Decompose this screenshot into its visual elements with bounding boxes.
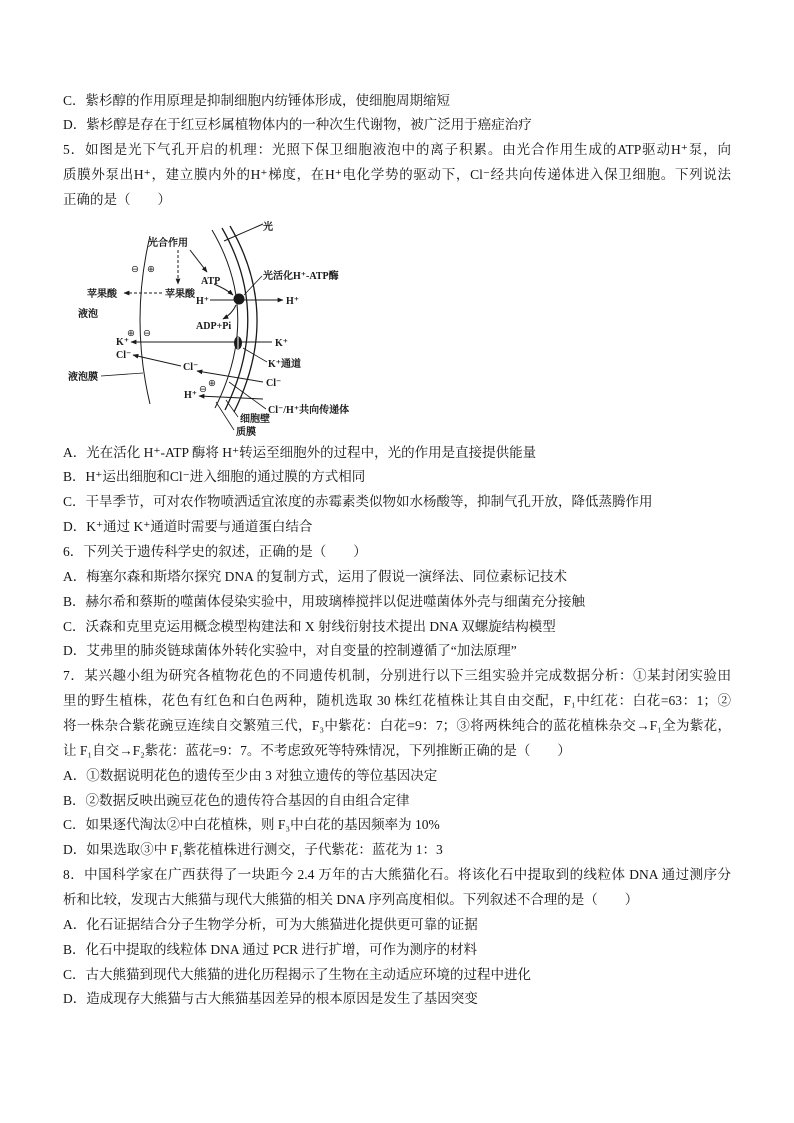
negative-charge-icon: ⊖ bbox=[131, 264, 139, 275]
question-8 bbox=[63, 863, 731, 1012]
h-atpase-pump-icon bbox=[234, 294, 245, 305]
atp-label: ATP bbox=[201, 276, 221, 287]
k-vacuole-label: K⁺ bbox=[116, 337, 130, 348]
symporter-leader-line bbox=[229, 382, 266, 409]
cl-outside-label: Cl⁻ bbox=[266, 378, 282, 389]
stem-line: 7．某兴趣小组为研究各植物花色的不同遗传机制，分别进行以下三组实验并完成数据分析：①某封闭实验田 bbox=[63, 668, 731, 684]
stem-line: 质膜外泵出H⁺，建立膜内外的H⁺梯度，在H⁺电化学势的驱动下，Cl⁻经共向传递体进入保卫细胞。下列说法 bbox=[63, 167, 731, 183]
pump-leader-line bbox=[244, 276, 262, 295]
stomata-opening-diagram bbox=[60, 212, 370, 441]
h-symport-label: H⁺ bbox=[184, 390, 198, 401]
option-d[interactable]: D．艾弗里的肺炎链球菌体外转化实验中，对自变量的控制遵循了“加法原理” bbox=[63, 643, 517, 659]
option-b[interactable]: B．化石中提取的线粒体 DNA 通过 PCR 进行扩增，可作为测序的材料 bbox=[63, 941, 478, 957]
k-channel-label: K⁺通道 bbox=[268, 359, 302, 370]
option-b[interactable]: B．②数据反映出豌豆花色的遗传符合基因的自由组合定律 bbox=[63, 792, 410, 808]
cl-vacuole-label: Cl⁻ bbox=[116, 350, 132, 361]
symporter-label: Cl⁻/H⁺共向传递体 bbox=[268, 405, 350, 416]
question-5-options bbox=[63, 441, 731, 540]
plasma-membrane-leader-line bbox=[216, 402, 234, 430]
pump-to-adp-arrow bbox=[223, 305, 236, 319]
stem-line: 让 F₁自交→F₂紫花：蓝花=9：7。不考虑致死等特殊情况，下列推断正确的是（ ） bbox=[63, 742, 571, 758]
option-d[interactable]: D．造成现存大熊猫与古大熊猫基因差异的根本原因是发生了基因突变 bbox=[63, 991, 478, 1007]
vacuole-membrane-leader-line bbox=[101, 373, 143, 376]
k-outside-label: K⁺ bbox=[275, 338, 289, 349]
page-bottom-block bbox=[63, 441, 731, 1013]
stem-line: 正确的是（ ） bbox=[63, 191, 171, 207]
cl-cytosol-label: Cl⁻ bbox=[183, 362, 199, 373]
option-c[interactable]: C．紫杉醇的作用原理是抑制细胞内纺锤体形成，使细胞周期缩短 bbox=[63, 92, 451, 108]
plasma-membrane-label: 质膜 bbox=[236, 427, 256, 438]
option-c[interactable]: C．沃森和克里克运用概念模型构建法和 X 射线衍射技术提出 DNA 双螺旋结构模型 bbox=[63, 618, 556, 634]
question-6 bbox=[63, 540, 731, 664]
option-c[interactable]: C．古大熊猫到现代大熊猫的进化历程揭示了生物在主动适应环境的过程中进化 bbox=[63, 966, 532, 982]
option-b[interactable]: B．H⁺运出细胞和Cl⁻进入细胞的通过膜的方式相同 bbox=[63, 469, 366, 485]
positive-charge-icon: ⊕ bbox=[208, 378, 216, 389]
cell-wall-label: 细胞壁 bbox=[240, 414, 270, 425]
option-c[interactable]: C．干旱季节，可对农作物喷洒适宜浓度的赤霉素类似物如水杨酸等，抑制气孔开放，降低蒸腾作用 bbox=[63, 494, 653, 510]
question-5-stem bbox=[63, 138, 731, 213]
h-outside-label: H⁺ bbox=[286, 296, 300, 307]
option-d[interactable]: D．K⁺通过 K⁺通道时需要与通道蛋白结合 bbox=[63, 519, 313, 535]
option-a[interactable]: A．梅塞尔森和斯塔尔探究 DNA 的复制方式，运用了假说一演绎法、同位素标记技术 bbox=[63, 568, 568, 584]
stem-line: 析和比较，发现古大熊猫与现代大熊猫的相关 DNA 序列高度相似。下列叙述不合理的是（ ） bbox=[63, 891, 639, 907]
negative-charge-icon: ⊖ bbox=[143, 328, 151, 339]
light-label: 光 bbox=[263, 222, 273, 233]
positive-charge-icon: ⊕ bbox=[127, 328, 135, 339]
stem-line: 5．如图是光下气孔开启的机理：光照下保卫细胞液泡中的离子积累。由光合作用生成的ATP驱动H⁺泵，向 bbox=[63, 142, 731, 158]
option-a[interactable]: A．化石证据结合分子生物学分析，可为大熊猫进化提供更可靠的证据 bbox=[63, 916, 478, 932]
vacuole-membrane-label: 液泡膜 bbox=[68, 372, 98, 383]
stem-line: 将一株杂合紫花豌豆连续自交繁殖三代，F₃中紫花：白花=9：7；③将两株纯合的蓝花植株杂交→F₁全为紫花， bbox=[63, 717, 731, 733]
option-b[interactable]: B．赫尔希和蔡斯的噬菌体侵染实验中，用玻璃棒搅拌以促进噬菌体外壳与细菌充分接触 bbox=[63, 593, 586, 609]
vacuole-malate-label: 苹果酸 bbox=[87, 289, 117, 300]
stem-line: 8．中国科学家在广西获得了一块距今 2.4 万年的古大熊猫化石。将该化石中提取到的线粒体 DNA 通过测序分 bbox=[63, 867, 731, 883]
option-c[interactable]: C．如果逐代淘汰②中白花植株，则 F₃中白花的基因频率为 10% bbox=[63, 817, 440, 833]
adp-pi-label: ADP+Pi bbox=[196, 321, 232, 332]
photosynthesis-to-atp-arrow bbox=[190, 250, 207, 272]
question-4-options bbox=[63, 89, 731, 139]
page-top-block bbox=[63, 89, 731, 213]
h-inside-label: H⁺ bbox=[196, 296, 210, 307]
pump-label: 光活化H⁺-ATP酶 bbox=[263, 271, 339, 282]
photosynthesis-label: 光合作用 bbox=[148, 238, 188, 249]
stem-line: 6．下列关于遗传科学史的叙述，正确的是（ ） bbox=[63, 543, 367, 559]
cl-into-vacuole-arrow bbox=[133, 355, 181, 366]
vacuole-label: 液泡 bbox=[78, 309, 98, 320]
vacuole-membrane-line bbox=[140, 236, 150, 404]
question-7 bbox=[63, 664, 731, 863]
stem-line: 里的野生植株，花色有红色和白色两种，随机选取 30 株红花植株让其自由交配，F₁中红花：白花=63：1；② bbox=[63, 693, 731, 709]
positive-charge-icon: ⊕ bbox=[147, 264, 155, 275]
cytosol-malate-label: 苹果酸 bbox=[165, 289, 195, 300]
option-d[interactable]: D．紫杉醇是存在于红豆杉属植物体内的一种次生代谢物，被广泛用于癌症治疗 bbox=[63, 117, 532, 133]
negative-charge-icon: ⊖ bbox=[199, 384, 207, 395]
cl-symport-arrow bbox=[197, 371, 263, 382]
option-d[interactable]: D．如果选取③中 F₁紫花植株进行测交，子代紫花：蓝花为 1：3 bbox=[63, 842, 443, 858]
option-a[interactable]: A．光在活化 H⁺-ATP 酶将 H⁺转运至细胞外的过程中，光的作用是直接提供能量 bbox=[63, 444, 537, 460]
option-a[interactable]: A．①数据说明花色的遗传至少由 3 对独立遗传的等位基因决定 bbox=[63, 767, 438, 783]
